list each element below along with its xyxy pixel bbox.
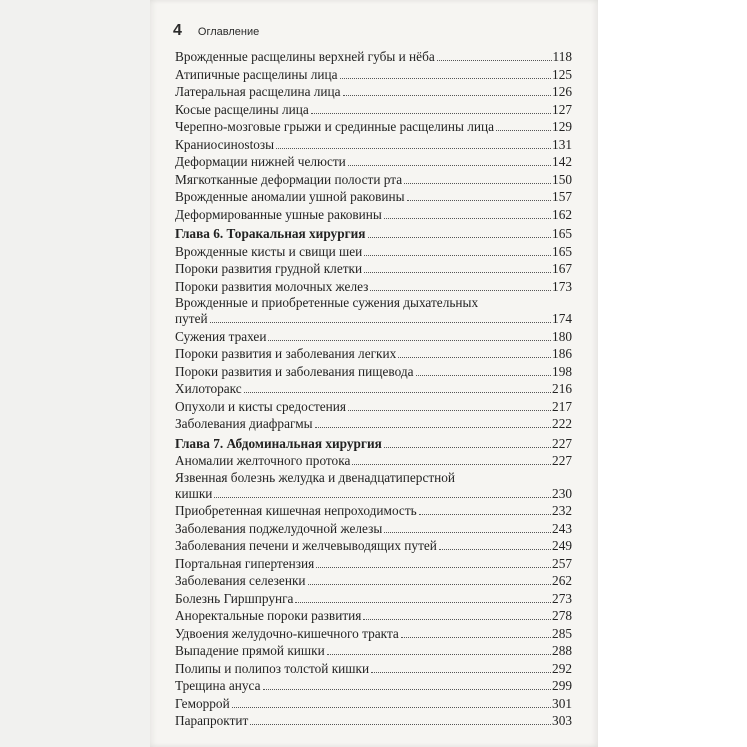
toc-entry-title: Косые расщелины лица (175, 101, 309, 117)
dot-leader (384, 218, 551, 219)
toc-entry-page: 217 (552, 398, 572, 414)
toc-entry-title: Деформации нижней челюсти (175, 154, 346, 169)
dot-leader (404, 183, 551, 184)
dot-leader (327, 654, 551, 655)
toc-entry-page: 180 (552, 328, 572, 344)
toc-entry-page: 167 (552, 261, 572, 276)
toc-entry-title: Мягкотканные деформации полости рта (175, 171, 403, 187)
toc-entry (175, 66, 572, 84)
dot-leader (370, 290, 551, 291)
toc-entry-page: 118 (552, 49, 572, 64)
toc-entry-page: 243 (552, 520, 572, 536)
toc-entry-title: Болезнь Гиршпрунга (175, 590, 294, 606)
toc-entry-title: Заболевания селезенки (175, 573, 306, 588)
toc-entry-page: 127 (552, 101, 572, 117)
toc-entry-page: 165 (552, 226, 572, 241)
toc-entry (175, 415, 572, 433)
toc-entry-title: Парапроктит (175, 713, 249, 728)
toc-entry-page: 301 (552, 695, 572, 711)
toc-entry (175, 470, 572, 485)
toc-entry-page: 273 (552, 590, 572, 606)
dot-leader (276, 148, 551, 149)
toc-entry-title: Аномалии желточного протока (175, 453, 351, 468)
toc-entry-title: Трещина ануса (175, 678, 261, 693)
toc-entry-page: 142 (552, 154, 572, 169)
dot-leader (308, 584, 552, 585)
toc-entry (175, 695, 572, 713)
toc-entry (175, 83, 572, 101)
toc-entry-title-continuation: кишки (175, 485, 213, 501)
dot-leader (315, 427, 551, 428)
dot-leader (368, 237, 552, 238)
toc-entry-title: Заболевания диафрагмы (175, 416, 313, 431)
dot-leader (340, 78, 551, 79)
dot-leader (363, 619, 551, 620)
toc-entry (175, 380, 572, 398)
dot-leader (364, 255, 551, 256)
toc-entry-page: 162 (552, 206, 572, 222)
toc-entry-title: Врожденные аномалии ушной раковины (175, 189, 405, 204)
toc-entry-page: 285 (552, 625, 572, 641)
toc-entry-title: Аноректальные пороки развития (175, 608, 362, 623)
toc-entry-title: Пороки развития и заболевания легких (175, 346, 397, 361)
toc-entry-continuation (175, 485, 572, 503)
dot-leader (416, 375, 551, 376)
toc-entry (175, 520, 572, 538)
toc-entry (175, 243, 572, 261)
toc-entry-page: 303 (552, 713, 572, 728)
toc-entry-page: 257 (552, 555, 572, 571)
dot-leader (268, 340, 551, 341)
toc-entry (175, 572, 572, 590)
toc-entry (175, 660, 572, 678)
toc-entry (175, 452, 572, 470)
dot-leader (439, 549, 551, 550)
toc-entry-page: 227 (552, 453, 572, 468)
toc-entry-title: Врожденные расщелины верхней губы и нёба (175, 49, 435, 64)
toc-entry-title: Краниосинostозы (175, 136, 275, 152)
toc-entry (175, 188, 572, 206)
toc-entry-page: 165 (552, 243, 572, 259)
page-margin (598, 0, 747, 747)
toc-entry (175, 607, 572, 625)
toc-entry-title: Опухоли и кисты средостения (175, 398, 347, 414)
toc-entry (175, 136, 572, 154)
toc-entry-title: Пороки развития молочных желез (175, 278, 369, 294)
toc-entry (175, 712, 572, 730)
toc-entry (175, 363, 572, 381)
dot-leader (311, 113, 551, 114)
toc-entry-page: 125 (552, 66, 572, 82)
toc-entry-title: Латеральная расщелина лица (175, 84, 341, 99)
dot-leader (437, 60, 552, 61)
toc-entry-page: 278 (552, 608, 572, 623)
toc-entry-title: Атипичные расщелины лица (175, 66, 338, 82)
toc-entry (175, 171, 572, 189)
table-of-contents (175, 48, 572, 730)
toc-entry-page: 150 (552, 171, 572, 187)
toc-entry-title: Приобретенная кишечная непроходимость (175, 503, 417, 518)
toc-entry-title: Пороки развития и заболевания пищевода (175, 363, 414, 379)
toc-entry-page: 299 (552, 678, 572, 693)
dot-leader (371, 672, 551, 673)
toc-entry-page: 222 (552, 416, 572, 431)
dot-leader (316, 567, 551, 568)
dot-leader (295, 602, 551, 603)
running-header (173, 22, 259, 42)
toc-entry (175, 502, 572, 520)
toc-entry (175, 677, 572, 695)
toc-entry (175, 345, 572, 363)
toc-entry-title: Удвоения желудочно-кишечного тракта (175, 625, 399, 641)
dot-leader (407, 200, 552, 201)
dot-leader (496, 130, 551, 131)
dot-leader (214, 497, 551, 498)
toc-entry-page: 230 (552, 485, 572, 501)
toc-chapter-heading (175, 435, 572, 453)
toc-entry-title: Геморрой (175, 695, 230, 711)
toc-entry (175, 590, 572, 608)
dot-leader (232, 707, 551, 708)
toc-entry-page: 227 (552, 435, 572, 451)
toc-entry-title: Портальная гипертензия (175, 555, 315, 571)
toc-entry-page: 232 (552, 503, 572, 518)
toc-entry-page: 129 (552, 119, 572, 134)
toc-entry-page: 249 (552, 538, 572, 553)
dot-leader (244, 392, 551, 393)
toc-entry-page: 174 (552, 311, 572, 326)
toc-entry (175, 260, 572, 278)
toc-entry-continuation (175, 310, 572, 328)
toc-entry-page: 173 (552, 278, 572, 294)
toc-entry-title: Врожденные кисты и свищи шеи (175, 243, 363, 259)
dot-leader (384, 532, 551, 533)
toc-entry-page: 292 (552, 660, 572, 676)
dot-leader (364, 272, 551, 273)
toc-entry-title: Деформированные ушные раковины (175, 206, 382, 222)
toc-entry-title: Сужения трахеи (175, 328, 267, 344)
toc-entry-page: 186 (552, 346, 572, 361)
dot-leader (384, 447, 551, 448)
dot-leader (348, 410, 551, 411)
toc-entry (175, 278, 572, 296)
toc-entry-title: Хилоторакс (175, 381, 242, 396)
toc-entry (175, 555, 572, 573)
toc-entry (175, 625, 572, 643)
dot-leader (401, 637, 551, 638)
dot-leader (352, 464, 551, 465)
toc-entry-page: 131 (552, 136, 572, 152)
chapter-title: Глава 6. Торакальная хирургия (175, 226, 366, 241)
toc-entry-title: Полипы и полипоз толстой кишки (175, 660, 370, 676)
page-number: 4 (173, 22, 182, 39)
toc-entry (175, 328, 572, 346)
toc-entry-title: Выпадение прямой кишки (175, 643, 325, 658)
toc-entry-title: Пороки развития грудной клетки (175, 261, 363, 276)
dot-leader (398, 357, 551, 358)
toc-entry-page: 288 (552, 643, 572, 658)
toc-entry-title: Язвенная болезнь желудка и двенадцатиперстной (175, 469, 456, 485)
toc-entry (175, 398, 572, 416)
toc-entry (175, 153, 572, 171)
toc-entry-title-continuation: путей (175, 311, 208, 326)
chapter-title: Глава 7. Абдоминальная хирургия (175, 435, 382, 451)
toc-entry (175, 101, 572, 119)
dot-leader (419, 514, 551, 515)
toc-entry (175, 48, 572, 66)
toc-entry-page: 216 (552, 381, 572, 396)
toc-entry-page: 126 (552, 84, 572, 99)
toc-entry (175, 537, 572, 555)
toc-entry-title: Заболевания поджелудочной железы (175, 520, 383, 536)
dot-leader (343, 95, 551, 96)
toc-entry (175, 206, 572, 224)
toc-entry-page: 157 (552, 189, 572, 204)
toc-entry-page: 198 (552, 363, 572, 379)
toc-entry (175, 118, 572, 136)
toc-entry (175, 642, 572, 660)
dot-leader (250, 724, 551, 725)
toc-entry-title: Заболевания печени и желчевыводящих путей (175, 538, 437, 553)
dot-leader (348, 165, 551, 166)
toc-entry-page: 262 (552, 573, 572, 588)
dot-leader (210, 322, 551, 323)
dot-leader (263, 689, 552, 690)
toc-entry (175, 295, 572, 310)
toc-entry-title: Врожденные и приобретенные сужения дыхательных (175, 295, 479, 310)
toc-chapter-heading (175, 225, 572, 243)
toc-entry-title: Черепно-мозговые грыжи и срединные расщелины лица (175, 119, 495, 134)
running-header-title: Оглавление (197, 26, 260, 38)
